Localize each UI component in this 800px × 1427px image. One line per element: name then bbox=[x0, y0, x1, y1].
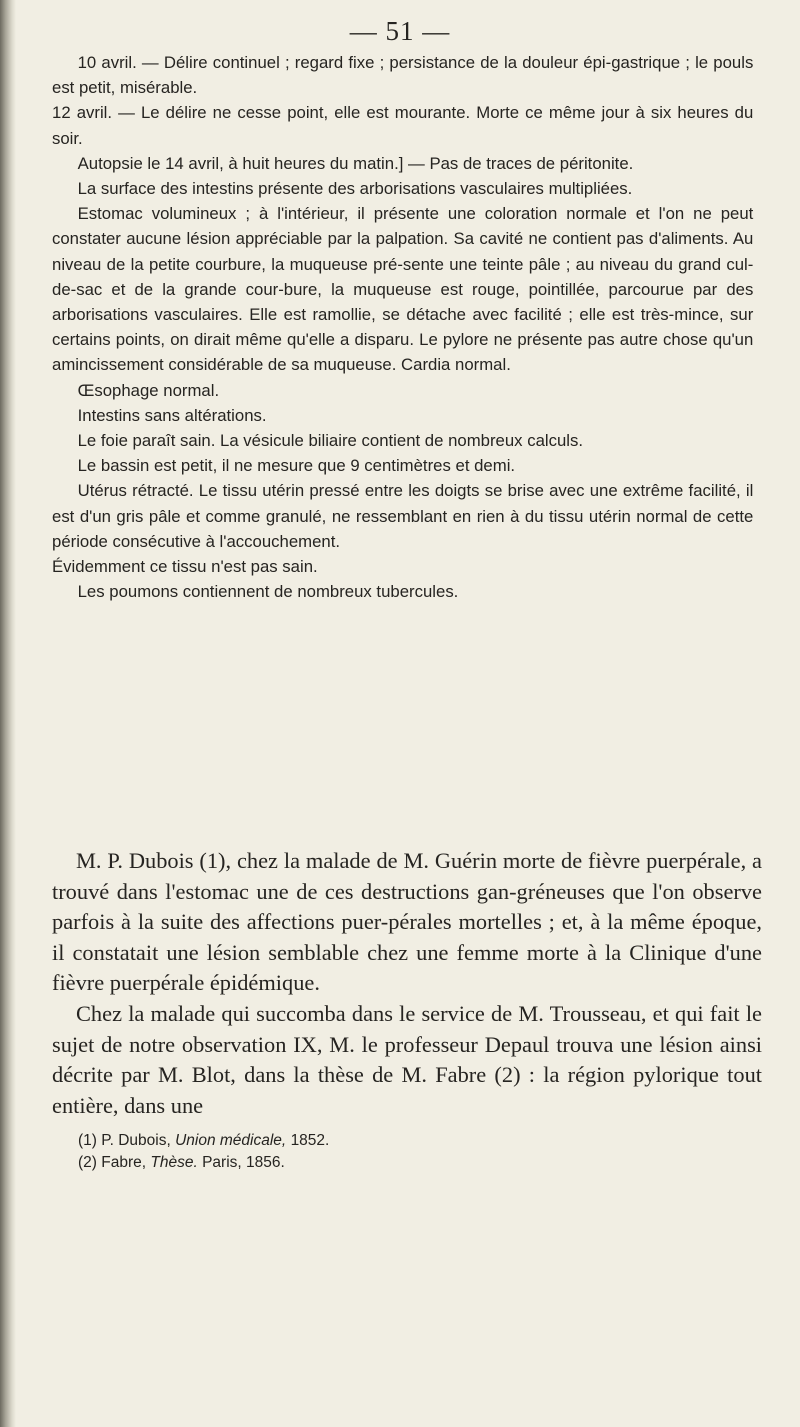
footnote-2-marker: (2) bbox=[78, 1154, 97, 1171]
footnotes bbox=[52, 1130, 752, 1174]
paragraph-uterus: Utérus rétracté. Le tissu utérin pressé entre les doigts se brise avec une extrême facilité, il est d'un gris pâle et comme granulé, ne ressemblant en rien à du tissu utérin normal de cette période consécutive à l'accouchement. bbox=[52, 481, 754, 551]
paragraph-autopsie: Autopsie le 14 avril, à huit heures du matin.] — Pas de traces de péritonite. bbox=[77, 153, 634, 173]
paragraph-intestins: Intestins sans altérations. bbox=[77, 405, 267, 425]
paragraph-estomac: Estomac volumineux ; à l'intérieur, il présente une coloration normale et l'on ne peut constater aucune lésion appréciable par la palpation. Sa cavité ne contient pas d'aliments. Au niveau de la petite courbure, la muqueuse pré-sente une teinte pâle ; au niveau du grand cul-de-sac et de la grande cour-bure, la muqueuse est rouge, pointillée, parcourue par des arborisations vasculaires. Elle est ramollie, se détache avec facilité ; elle est très-mince, sur certains points, on dirait même qu'elle a disparu. Le pylore ne présente pas autre chose qu'un amincissement considérable de sa muqueuse. Cardia normal. bbox=[52, 204, 754, 375]
paragraph-oesophage: Œsophage normal. bbox=[77, 380, 220, 400]
page-gutter-shadow bbox=[0, 0, 16, 1427]
footnote-2-year: Paris, 1856. bbox=[202, 1154, 285, 1171]
footnote-1-author: P. Dubois, bbox=[101, 1132, 171, 1149]
paragraph-poumons: Les poumons contiennent de nombreux tubercules. bbox=[77, 582, 459, 602]
observation-text bbox=[52, 50, 753, 604]
footnote-2-source: Thèse. bbox=[150, 1154, 198, 1171]
footnote-1-source: Union médicale, bbox=[175, 1132, 287, 1149]
paragraph-trousseau: Chez la malade qui succomba dans le service de M. Trousseau, et qui fait le sujet de notre observation IX, M. le professeur Depaul trouva une lésion ainsi décrite par M. Blot, dans la thèse de M. Fabre (2) : la région pylorique tout entière, dans une bbox=[52, 1000, 762, 1118]
paragraph-evidemment: Évidemment ce tissu n'est pas sain. bbox=[52, 557, 318, 577]
page-number: — 51 — bbox=[349, 16, 451, 46]
discussion-text bbox=[52, 846, 762, 1121]
footnote-2-author: Fabre, bbox=[101, 1154, 147, 1171]
footnote-1-year: 1852. bbox=[290, 1132, 330, 1149]
footnote-1-marker: (1) bbox=[78, 1132, 97, 1149]
paragraph-dubois: M. P. Dubois (1), chez la malade de M. Guérin morte de fièvre puerpérale, a trouvé dans l'estomac une de ces destructions gan-gréneuses que l'on observe parfois à la suite des affections puer-pérales mortelles ; et, à la même époque, il constatait une lésion semblable chez une femme morte à la Clinique d'une fièvre puerpérale épidémique. bbox=[52, 848, 762, 996]
paragraph-bassin: Le bassin est petit, il ne mesure que 9 centimètres et demi. bbox=[77, 456, 516, 476]
footnote-1 bbox=[52, 1130, 752, 1152]
paragraph-10-avril: 10 avril. — Délire continuel ; regard fixe ; persistance de la douleur épi-gastrique ; le pouls est petit, misérable. bbox=[52, 53, 754, 98]
footnote-2 bbox=[52, 1152, 752, 1174]
paragraph-12-avril: 12 avril. — Le délire ne cesse point, elle est mourante. Morte ce même jour à six heures du soir. bbox=[52, 103, 754, 148]
paragraph-intestins-surface: La surface des intestins présente des arborisations vasculaires multipliées. bbox=[77, 179, 633, 199]
paragraph-foie: Le foie paraît sain. La vésicule biliaire contient de nombreux calculs. bbox=[77, 431, 584, 451]
